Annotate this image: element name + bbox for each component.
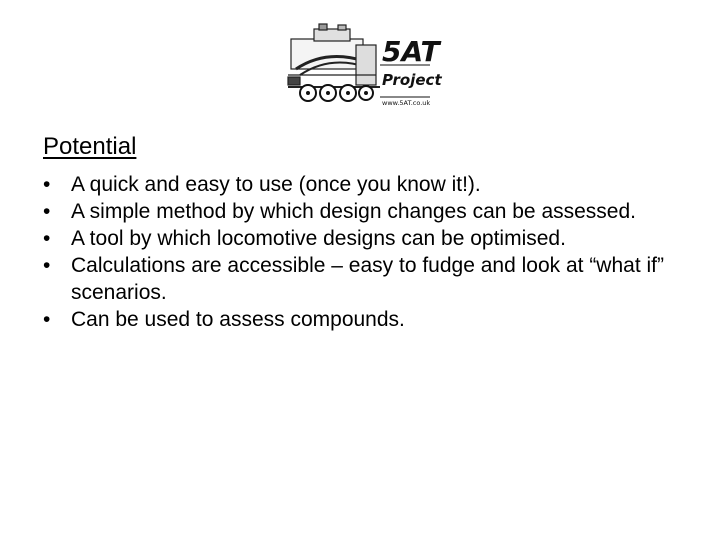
bullet-icon: • — [43, 173, 51, 196]
logo-text — [382, 35, 442, 107]
bullet-icon: • — [43, 200, 51, 223]
slide-heading: Potential — [43, 133, 137, 160]
list-item — [43, 171, 683, 198]
list-item-text: Can be used to assess compounds. — [71, 308, 405, 331]
list-item — [43, 306, 683, 333]
list-item-text: A quick and easy to use (once you know it!). — [71, 173, 481, 196]
project-logo — [286, 21, 442, 107]
list-item — [43, 225, 683, 252]
list-item-text: Calculations are accessible – easy to fudge and look at “what if” scenarios. — [71, 254, 664, 304]
logo-subtitle: Project — [382, 71, 442, 89]
logo-title: 5AT — [382, 35, 440, 68]
list-item — [43, 252, 683, 306]
list-item-text: A simple method by which design changes can be assessed. — [71, 200, 637, 223]
list-item-text: A tool by which locomotive designs can be optimised. — [71, 227, 566, 250]
bullet-icon: • — [43, 254, 51, 277]
bullet-icon: • — [43, 308, 51, 331]
bullet-icon: • — [43, 227, 51, 250]
logo-url: www.5AT.co.uk — [382, 99, 431, 107]
bullet-list — [43, 171, 683, 333]
list-item — [43, 198, 683, 225]
